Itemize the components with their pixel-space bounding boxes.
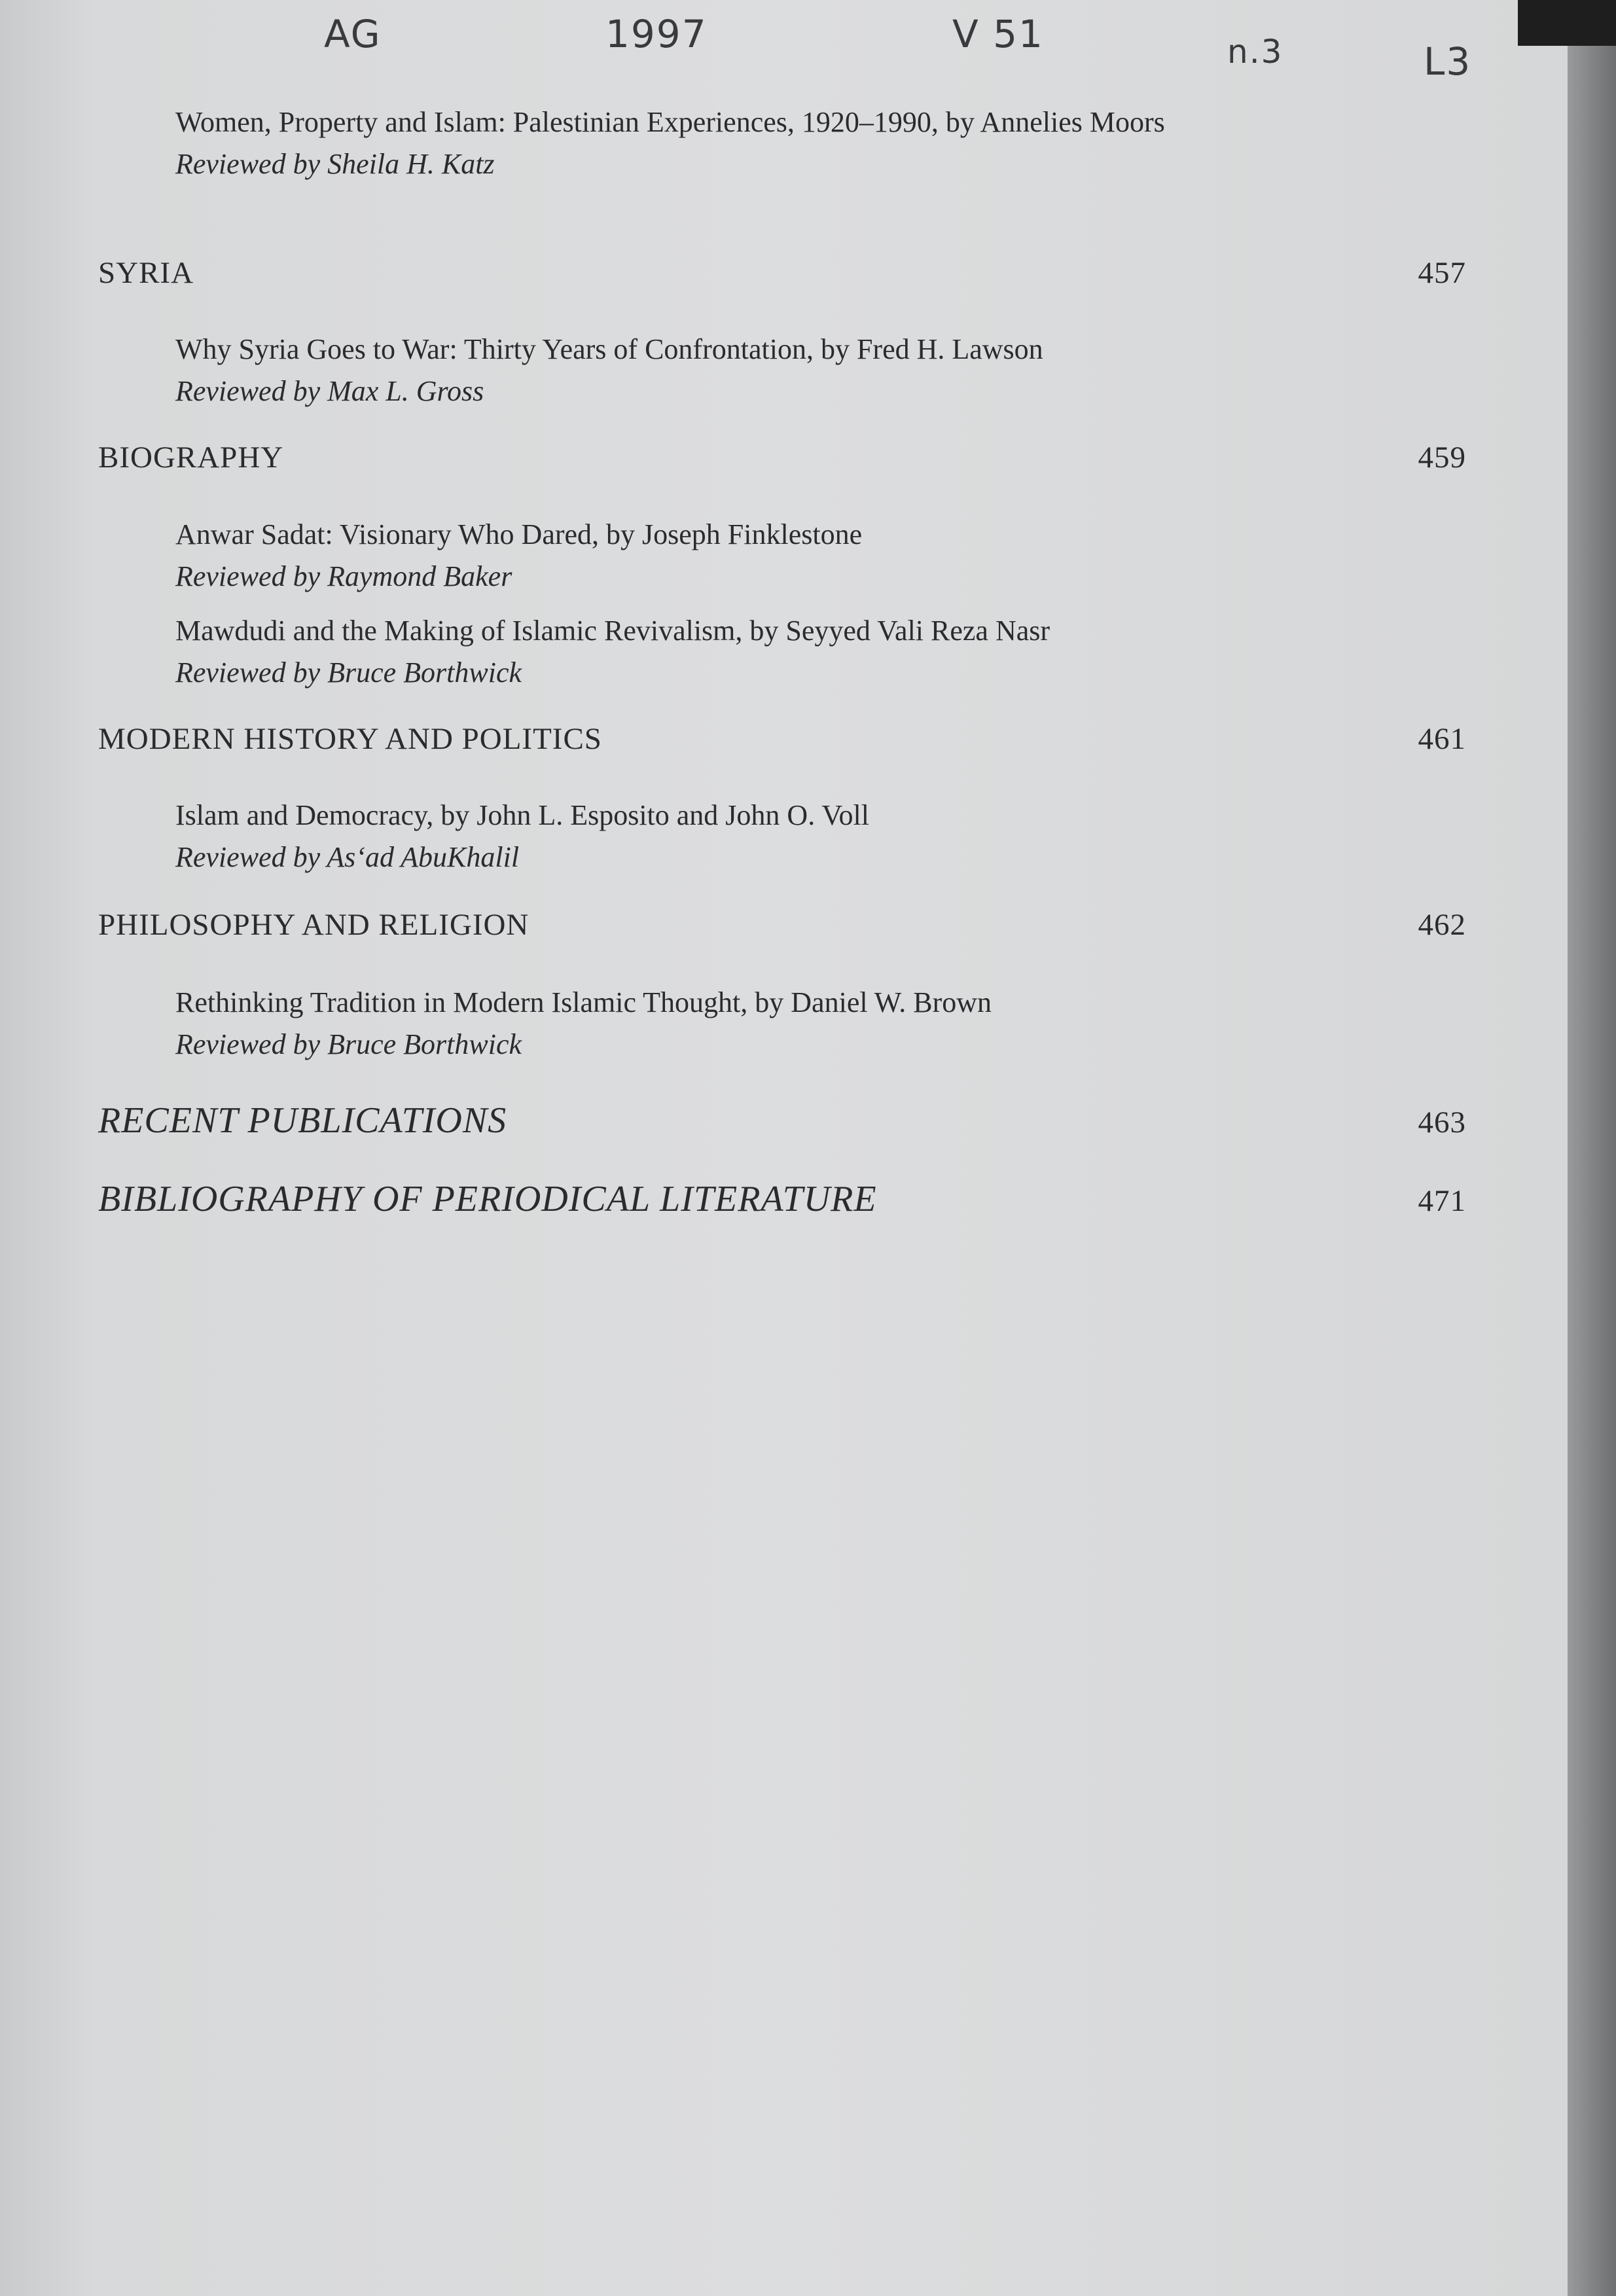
toc-entry-why-syria-goes-to-war xyxy=(175,329,1340,412)
handwritten-note-3: V 51 xyxy=(952,12,1044,56)
entry-reviewer: Reviewed by Bruce Borthwick xyxy=(175,1028,522,1060)
toc-entry-mawdudi xyxy=(175,610,1340,694)
toc-entry-women-property-islam xyxy=(175,101,1340,185)
toc-entry-anwar-sadat xyxy=(175,514,1340,598)
section-title: RECENT PUBLICATIONS xyxy=(98,1100,507,1141)
section-title: PHILOSOPHY AND RELIGION xyxy=(98,908,530,942)
section-heading-bibliography xyxy=(98,1178,1466,1220)
section-heading-modern-history xyxy=(98,721,1466,757)
entry-title: Why Syria Goes to War: Thirty Years of Confrontation, by Fred H. Lawson xyxy=(175,333,1043,365)
entry-title: Women, Property and Islam: Palestinian Experiences, 1920–1990, by Annelies Moors xyxy=(175,106,1165,138)
section-page-number: 461 xyxy=(1418,722,1466,756)
handwritten-note-1: AG xyxy=(324,12,382,56)
section-heading-recent-publications xyxy=(98,1100,1466,1141)
section-title: MODERN HISTORY AND POLITICS xyxy=(98,722,602,756)
section-page-number: 471 xyxy=(1418,1184,1466,1218)
section-page-number: 457 xyxy=(1418,256,1466,290)
section-page-number: 459 xyxy=(1418,440,1466,475)
section-heading-biography xyxy=(98,440,1466,475)
toc-entry-rethinking-tradition xyxy=(175,982,1340,1066)
entry-reviewer: Reviewed by Max L. Gross xyxy=(175,375,484,407)
handwritten-note-2: 1997 xyxy=(605,12,708,56)
section-heading-philosophy xyxy=(98,907,1466,942)
entry-reviewer: Reviewed by Bruce Borthwick xyxy=(175,656,522,689)
entry-reviewer: Reviewed by Raymond Baker xyxy=(175,560,512,592)
toc-entry-islam-and-democracy xyxy=(175,795,1340,878)
entry-title: Mawdudi and the Making of Islamic Revivalism, by Seyyed Vali Reza Nasr xyxy=(175,615,1050,647)
section-title: BIOGRAPHY xyxy=(98,440,284,475)
section-page-number: 463 xyxy=(1418,1105,1466,1139)
entry-reviewer: Reviewed by As‘ad AbuKhalil xyxy=(175,841,520,873)
entry-title: Islam and Democracy, by John L. Esposito and John O. Voll xyxy=(175,799,869,831)
section-title: SYRIA xyxy=(98,256,194,290)
page-edge-shadow xyxy=(1568,46,1616,2296)
section-title: BIBLIOGRAPHY OF PERIODICAL LITERATURE xyxy=(98,1179,877,1219)
section-heading-syria xyxy=(98,255,1466,291)
scan-dark-corner xyxy=(1518,0,1616,46)
entry-title: Anwar Sadat: Visionary Who Dared, by Joseph Finklestone xyxy=(175,518,863,550)
handwritten-note-4: n.3 xyxy=(1227,33,1284,71)
entry-title: Rethinking Tradition in Modern Islamic Thought, by Daniel W. Brown xyxy=(175,986,992,1018)
entry-reviewer: Reviewed by Sheila H. Katz xyxy=(175,148,495,180)
section-page-number: 462 xyxy=(1418,908,1466,942)
handwritten-note-5: L3 xyxy=(1424,39,1472,84)
